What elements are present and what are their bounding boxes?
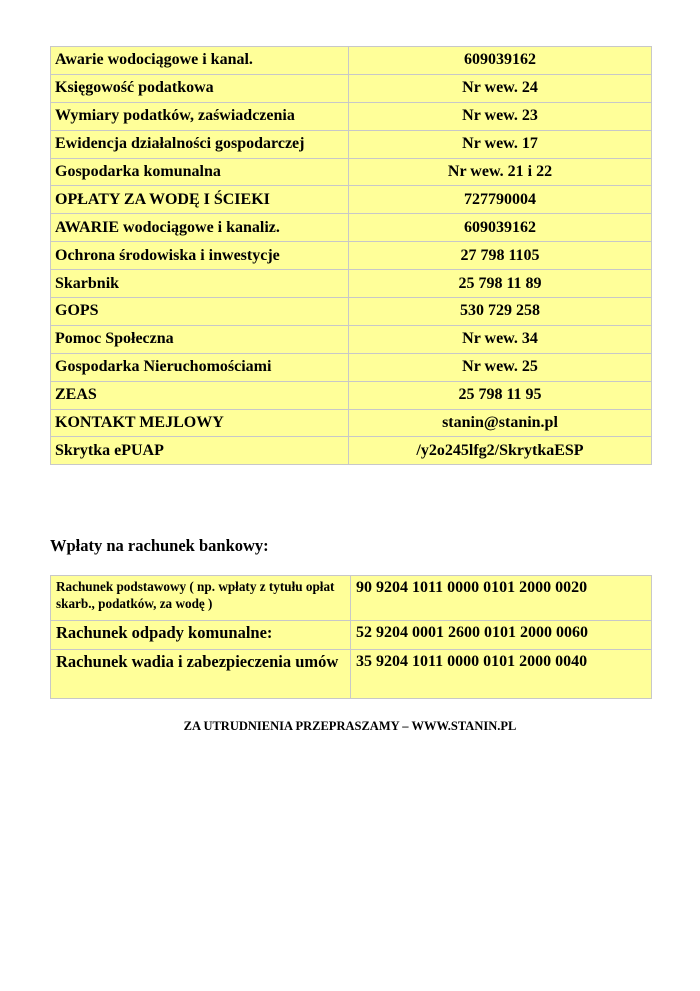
contact-name: Gospodarka Nieruchomościami	[51, 353, 349, 381]
contact-name: ZEAS	[51, 381, 349, 409]
bank-section-title: Wpłaty na rachunek bankowy:	[50, 536, 269, 555]
contact-value: Nr wew. 24	[349, 74, 652, 102]
contact-value: 27 798 1105	[349, 242, 652, 270]
bank-accounts-table	[50, 575, 652, 699]
contact-name: Pomoc Społeczna	[51, 325, 349, 353]
contact-name: GOPS	[51, 298, 349, 326]
contact-name: Skarbnik	[51, 270, 349, 298]
contact-name: Ewidencja działalności gospodarczej	[51, 130, 349, 158]
account-number: 52 9204 0001 2600 0101 2000 0060	[351, 621, 652, 650]
contact-name: KONTAKT MEJLOWY	[51, 409, 349, 437]
contact-name: AWARIE wodociągowe i kanaliz.	[51, 214, 349, 242]
table-row	[51, 353, 652, 381]
contact-name: Księgowość podatkowa	[51, 74, 349, 102]
table-row	[51, 270, 652, 298]
contact-name: Gospodarka komunalna	[51, 158, 349, 186]
contact-name: Awarie wodociągowe i kanal.	[51, 47, 349, 75]
table-row	[51, 621, 652, 650]
contact-value: 25 798 11 89	[349, 270, 652, 298]
table-row	[51, 381, 652, 409]
contact-name: Skrytka ePUAP	[51, 437, 349, 465]
table-row	[51, 214, 652, 242]
account-number: 90 9204 1011 0000 0101 2000 0020	[351, 576, 652, 621]
contact-value: 25 798 11 95	[349, 381, 652, 409]
account-name: Rachunek wadia i zabezpieczenia umów	[51, 650, 351, 699]
contact-name: OPŁATY ZA WODĘ I ŚCIEKI	[51, 186, 349, 214]
contact-value: 727790004	[349, 186, 652, 214]
table-row	[51, 186, 652, 214]
contacts-table	[50, 46, 652, 465]
contact-value: Nr wew. 21 i 22	[349, 158, 652, 186]
contact-value: Nr wew. 17	[349, 130, 652, 158]
table-row	[51, 409, 652, 437]
contact-name: Wymiary podatków, zaświadczenia	[51, 102, 349, 130]
table-row	[51, 325, 652, 353]
table-row	[51, 437, 652, 465]
account-name: Rachunek odpady komunalne:	[51, 621, 351, 650]
table-row	[51, 130, 652, 158]
footer-note: ZA UTRUDNIENIA PRZEPRASZAMY – WWW.STANIN.PL	[183, 719, 517, 733]
table-row	[51, 650, 652, 699]
contact-value: Nr wew. 23	[349, 102, 652, 130]
table-row	[51, 576, 652, 621]
table-row	[51, 158, 652, 186]
contact-value: Nr wew. 34	[349, 325, 652, 353]
table-row	[51, 298, 652, 326]
table-row	[51, 47, 652, 75]
contact-value: 609039162	[349, 214, 652, 242]
table-row	[51, 74, 652, 102]
contact-value: /y2o245lfg2/SkrytkaESP	[349, 437, 652, 465]
table-row	[51, 102, 652, 130]
account-number: 35 9204 1011 0000 0101 2000 0040	[351, 650, 652, 699]
contact-name: Ochrona środowiska i inwestycje	[51, 242, 349, 270]
contact-value: Nr wew. 25	[349, 353, 652, 381]
account-name: Rachunek podstawowy ( np. wpłaty z tytułu opłat skarb., podatków, za wodę )	[51, 576, 351, 621]
table-row	[51, 242, 652, 270]
contact-value: 609039162	[349, 47, 652, 75]
contact-email-link[interactable]: stanin@stanin.pl	[349, 409, 652, 437]
contact-value: 530 729 258	[349, 298, 652, 326]
